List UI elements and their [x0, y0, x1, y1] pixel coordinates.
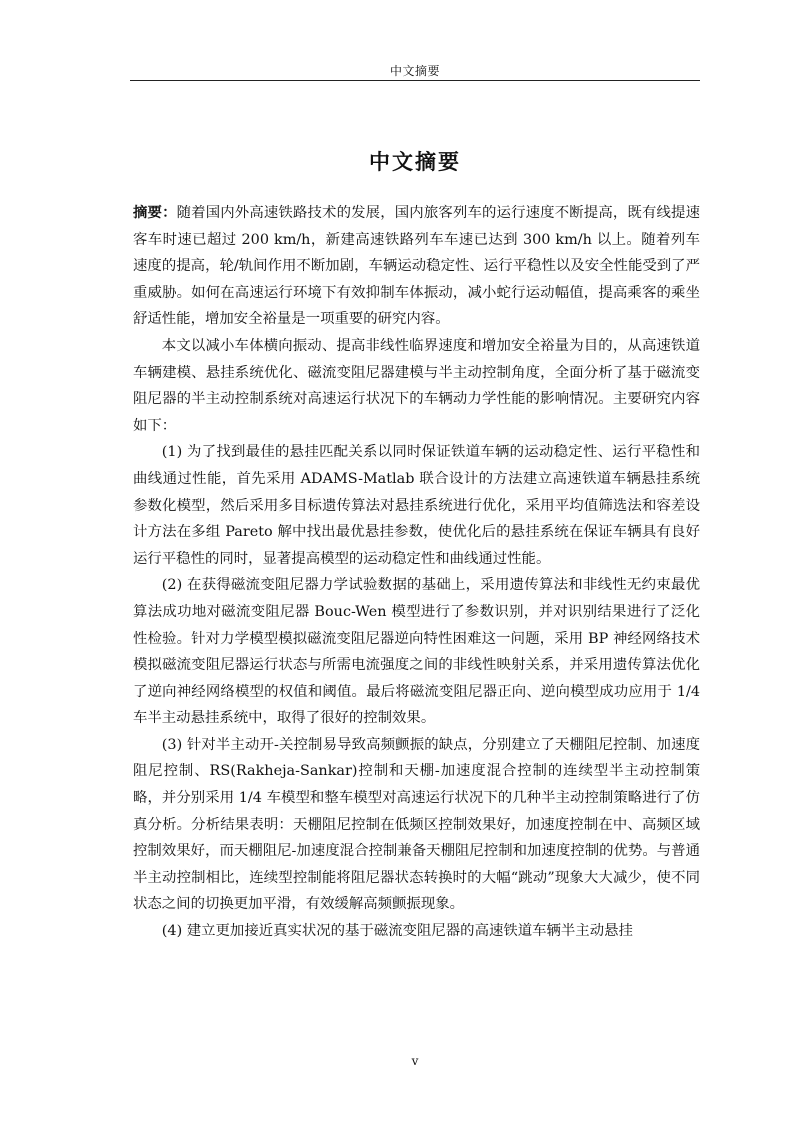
abstract-body	[133, 200, 700, 945]
abstract-paragraph-1-text: 随着国内外高速铁路技术的发展，国内旅客列车的运行速度不断提高，既有线提速客车时速已超过 200 km/h，新建高速铁路列车车速已达到 300 km/h 以上。随着列车速度的提高，轮/轨间作用不断加剧，车辆运动稳定性、运行平稳性以及安全性能受到了严重威胁。如何在高速运行环境下有效抑制车体振动，减小蛇行运动幅值，提高乘客的乘坐舒适性能，增加安全裕量是一项重要的研究内容。	[133, 205, 700, 328]
header-divider	[130, 80, 700, 81]
abstract-label: 摘要：	[133, 205, 177, 221]
abstract-paragraph-2: 本文以减小车体横向振动、提高非线性临界速度和增加安全裕量为目的，从高速铁道车辆建模、悬挂系统优化、磁流变阻尼器建模与半主动控制角度，全面分析了基于磁流变阻尼器的半主动控制系统对高速运行状况下的车辆动力学性能的影响情况。主要研究内容如下：	[133, 337, 700, 434]
abstract-paragraph-4: (2) 在获得磁流变阻尼器力学试验数据的基础上，采用遗传算法和非线性无约束最优算法成功地对磁流变阻尼器 Bouc-Wen 模型进行了参数识别，并对识别结果进行了泛化性检验。针对力学模型模拟磁流变阻尼器逆向特性困难这一问题，采用 BP 神经网络技术模拟磁流变阻尼器运行状态与所需电流强度之间的非线性映射关系，并采用遗传算法优化了逆向神经网络模型的权值和阈值。最后将磁流变阻尼器正向、逆向模型成功应用于 1/4 车半主动悬挂系统中，取得了很好的控制效果。	[133, 577, 700, 727]
abstract-paragraph-3: (1) 为了找到最佳的悬挂匹配关系以同时保证铁道车辆的运动稳定性、运行平稳性和曲线通过性能，首先采用 ADAMS-Matlab 联合设计的方法建立高速铁道车辆悬挂系统参数化模型，然后采用多目标遗传算法对悬挂系统进行优化，采用平均值筛选法和容差设计方法在多组 Pareto 解中找出最优悬挂参数，使优化后的悬挂系统在保证车辆具有良好运行平稳性的同时，显著提高模型的运动稳定性和曲线通过性能。	[133, 444, 700, 567]
page-title: 中文摘要	[369, 150, 461, 174]
abstract-paragraph-6: (4) 建立更加接近真实状况的基于磁流变阻尼器的高速铁道车辆半主动悬挂	[161, 923, 633, 940]
running-header: 中文摘要	[389, 64, 440, 78]
abstract-paragraph-1	[133, 200, 700, 333]
abstract-paragraph-5: (3) 针对半主动开-关控制易导致高频颤振的缺点，分别建立了天棚阻尼控制、加速度阻尼控制、RS(Rakheja-Sankar)控制和天棚-加速度混合控制的连续型半主动控制策略，并分别采用 1/4 车模型和整车模型对高速运行状况下的几种半主动控制策略进行了仿真分析。分析结果表明：天棚阻尼控制在低频区控制效果好，加速度控制在中、高频区域控制效果好，而天棚阻尼-加速度混合控制兼备天棚阻尼控制和加速度控制的优势。与普通半主动控制相比，连续型控制能将阻尼器状态转换时的大幅“跳动”现象大大减少，使不同状态之间的切换更加平滑，有效缓解高频颤振现象。	[133, 736, 700, 913]
page-number: v	[411, 1054, 419, 1068]
